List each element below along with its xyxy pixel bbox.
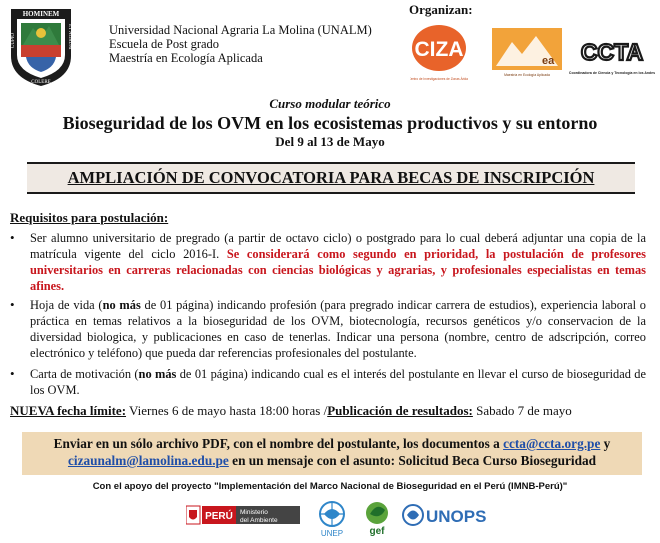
unops-logo xyxy=(402,503,494,527)
bullet-2: • xyxy=(10,297,15,312)
peru-ministry-logo xyxy=(186,502,300,528)
institution-school: Escuela de Post grado xyxy=(109,37,220,51)
ccta-logo-text: CCTA xyxy=(580,39,644,65)
results-value: Sabado 7 de mayo xyxy=(472,403,572,418)
email-link-ccta[interactable]: ccta@ccta.org.pe xyxy=(503,436,601,451)
requirement-item-1 xyxy=(30,230,646,294)
deadline-label: NUEVA fecha límite: xyxy=(10,403,127,418)
unep-text: UNEP xyxy=(320,529,344,538)
requirement-3-bold: no más xyxy=(138,367,177,381)
requirement-1-priority: Se considerará como segundo en prioridad, la postulación de profesores universitarios en carreras relacionadas con ciencias biológicas y agrarias, y profesionales especialistas en temas afines. xyxy=(30,247,647,293)
ministry-text-2: del Ambiente xyxy=(240,517,278,524)
requirement-item-2 xyxy=(30,297,646,361)
crest-top-text: HOMINEM xyxy=(22,10,60,18)
course-type: Curso modular teórico xyxy=(269,96,391,111)
institution-program: Maestría en Ecología Aplicada xyxy=(109,51,263,65)
bullet-3: • xyxy=(10,366,15,381)
institution-name: Universidad Nacional Agraria La Molina (UNALM) xyxy=(109,23,372,37)
unalm-crest-logo xyxy=(8,6,74,88)
crest-right-text: ET AGRUM xyxy=(67,24,72,50)
ccta-caption: Coordinadora de Ciencia y Tecnología en los Andes xyxy=(568,71,656,75)
send-text-3: en un mensaje con el asunto: Solicitud Beca Curso Bioseguridad xyxy=(228,453,597,468)
requirement-2-pre: Hoja de vida ( xyxy=(30,298,103,312)
announcement-banner: AMPLIACIÓN DE CONVOCATORIA PARA BECAS DE INSCRIPCIÓN xyxy=(27,162,635,194)
email-link-cizaunalm[interactable]: cizaunalm@lamolina.edu.pe xyxy=(67,453,229,468)
requirement-2-post: de 01 página) indicando profesión (para pregrado indicar carrera de estudios), experiencia laboral o práctica en temas relativos a la bioseguridad de los OVM, biotecnología, recursos genéticos y/o conservacion de la diversidad biologica, y publicaciones en caso de tenerlas. Indicar una persona (nombre, centro de adscripción, correo electrónico y teléfono) que pueda dar referencias profesionales del postulante. xyxy=(30,298,646,360)
unops-text: UNOPS xyxy=(426,507,487,526)
ministry-text-1: Ministerio xyxy=(240,509,268,516)
ciza-caption: Centro de Investigaciones de Zonas Áridas xyxy=(410,77,468,81)
course-title: Bioseguridad de los OVM en los ecosistemas productivos y su entorno xyxy=(62,113,598,133)
ea-caption: Maestría en Ecología Aplicada xyxy=(504,73,550,77)
requirement-3-post: de 01 página) indicando cual es el interés del postulante en llevar el curso de bioseguridad de los OVM. xyxy=(30,367,646,397)
deadline-line xyxy=(10,403,572,419)
gef-text: gef xyxy=(369,526,385,536)
ccta-logo xyxy=(567,34,657,80)
requirement-2-bold: no más xyxy=(102,298,141,312)
gef-logo xyxy=(362,500,392,536)
crest-left-text: CUPIO xyxy=(11,32,16,48)
bullet-1: • xyxy=(10,230,15,245)
requirements-heading: Requisitos para postulación: xyxy=(10,210,169,225)
send-text-1: Enviar en un sólo archivo PDF, con el nombre del postulante, los documentos a xyxy=(53,436,504,451)
submission-instructions xyxy=(22,432,642,475)
unep-logo xyxy=(313,500,351,538)
course-dates: Del 9 al 13 de Mayo xyxy=(275,134,385,149)
ciza-logo-text: CIZA xyxy=(414,38,464,61)
support-note: Con el apoyo del proyecto "Implementación del Marco Nacional de Bioseguridad en el Perú (IMNB-Perú)" xyxy=(92,481,568,492)
institution-block xyxy=(109,23,372,65)
organizers-label: Organizan: xyxy=(409,2,473,17)
ea-logo-text: ea xyxy=(542,55,555,67)
ciza-logo xyxy=(410,22,468,84)
send-text-2: y xyxy=(600,436,611,451)
requirement-3-pre: Carta de motivación ( xyxy=(30,367,139,381)
crest-bottom-text: COLERE xyxy=(31,80,51,85)
requirement-1-text: Ser alumno universitario de pregrado (a partir de octavo ciclo) o postgrado para lo cual deberá adjuntar una copia de la matrícula vigente del ciclo 2016-I. xyxy=(30,231,646,261)
deadline-value: Viernes 6 de mayo hasta 18:00 horas / xyxy=(126,403,328,418)
peru-text: PERÚ xyxy=(205,511,233,522)
requirement-item-3 xyxy=(30,366,646,398)
ea-logo xyxy=(492,28,562,78)
results-label: Publicación de resultados: xyxy=(327,403,473,418)
